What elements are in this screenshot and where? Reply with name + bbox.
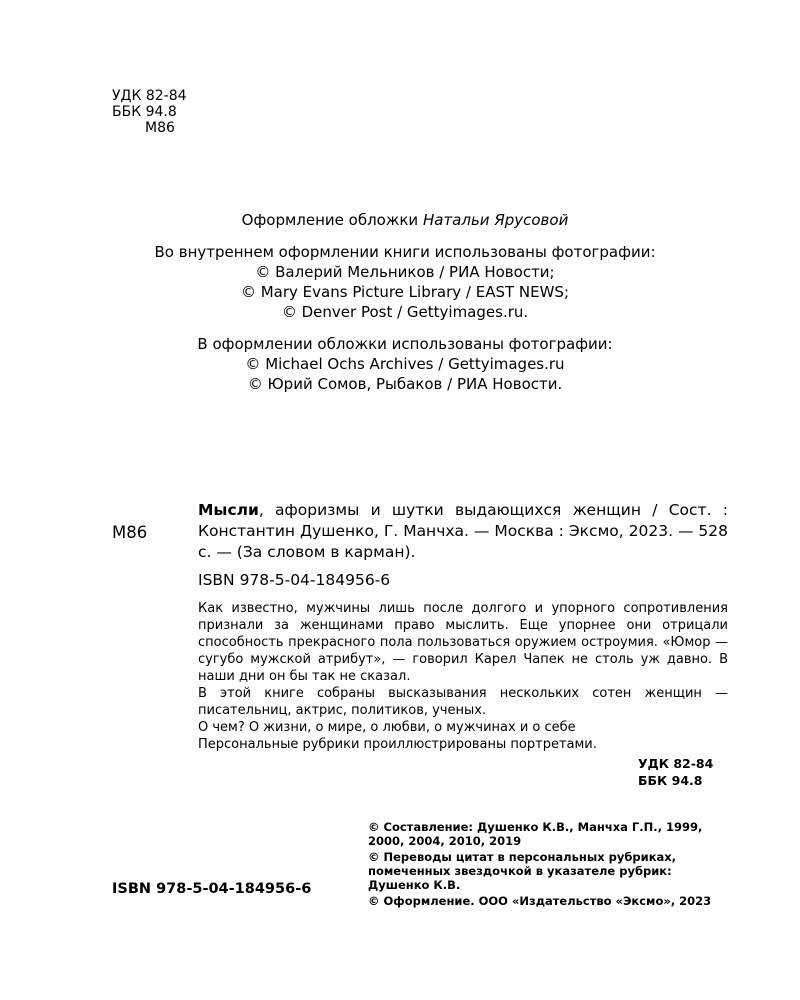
interior-photo-credit: © Mary Evans Picture Library / EAST NEWS;: [240, 283, 570, 301]
classification-codes: [112, 88, 187, 136]
bibliographic-rest: , афоризмы и шутки выдающихся женщин / Сост. : Константин Душенко, Г. Манчха. — Москва : Эксмо, 2023. — 528 с. — (За словом в карман).: [198, 501, 728, 561]
annotation-paragraph: О чем? О жизни, о мире, о любви, о мужчинах и о себе: [198, 720, 576, 735]
bib-author-mark: М86: [112, 523, 148, 542]
footer-isbn: ISBN 978-5-04-184956-6: [112, 881, 312, 897]
copyright-line: © Переводы цитат в персональных рубриках, помеченных звездочкой в указателе рубрик: Душенко К.В.: [368, 850, 677, 892]
interior-photo-credit: © Denver Post / Gettyimages.ru.: [281, 303, 529, 321]
bibliographic-description: [198, 500, 728, 563]
author-mark: М86: [145, 120, 175, 136]
udk-code: УДК 82-84: [112, 88, 187, 104]
cover-designer-name: Натальи Ярусовой: [422, 211, 569, 229]
annotation-bbk: ББК 94.8: [638, 773, 703, 788]
cover-design-credit: [100, 210, 710, 230]
cover-photo-credit: © Юрий Сомов, Рыбаков / РИА Новости.: [247, 375, 563, 393]
annotation: [198, 600, 728, 753]
cover-photo-credit: © Michael Ochs Archives / Gettyimages.ru: [245, 355, 565, 373]
copyright-line: © Составление: Душенко К.В., Манчха Г.П., 1999, 2000, 2004, 2010, 2019: [368, 820, 703, 848]
isbn-line: ISBN 978-5-04-184956-6: [198, 571, 391, 589]
annotation-udk: УДК 82-84: [638, 756, 714, 771]
copyright-block: [368, 820, 736, 908]
annotation-codes: [638, 755, 728, 789]
annotation-paragraph: Персональные рубрики проиллюстрированы портретами.: [198, 737, 597, 752]
bbk-code: ББК 94.8: [112, 104, 177, 120]
cover-design-label: Оформление обложки: [241, 211, 419, 229]
cover-photos-heading: В оформлении обложки использованы фотографии:: [197, 335, 613, 353]
copyright-line: © Оформление. ООО «Издательство «Эксмо», 2023: [368, 894, 712, 908]
interior-photos-heading: Во внутреннем оформлении книги использованы фотографии:: [154, 243, 656, 261]
book-title: Мысли: [198, 501, 259, 519]
annotation-paragraph: Как известно, мужчины лишь после долгого и упорного сопротивления признали за женщинами право мыслить. Еще упорнее они отрицали способность прекрасного пола пользоваться оружием остроумия. «Юмор — сугубо мужской атрибут», — говорил Карел Чапек не столь уж давно. В наши дни он бы так не сказал.: [198, 601, 728, 684]
credits-block: [100, 210, 710, 394]
annotation-paragraph: В этой книге собраны высказывания нескольких сотен женщин — писательниц, актрис, политиков, ученых.: [198, 686, 728, 718]
interior-photo-credit: © Валерий Мельников / РИА Новости;: [255, 263, 555, 281]
